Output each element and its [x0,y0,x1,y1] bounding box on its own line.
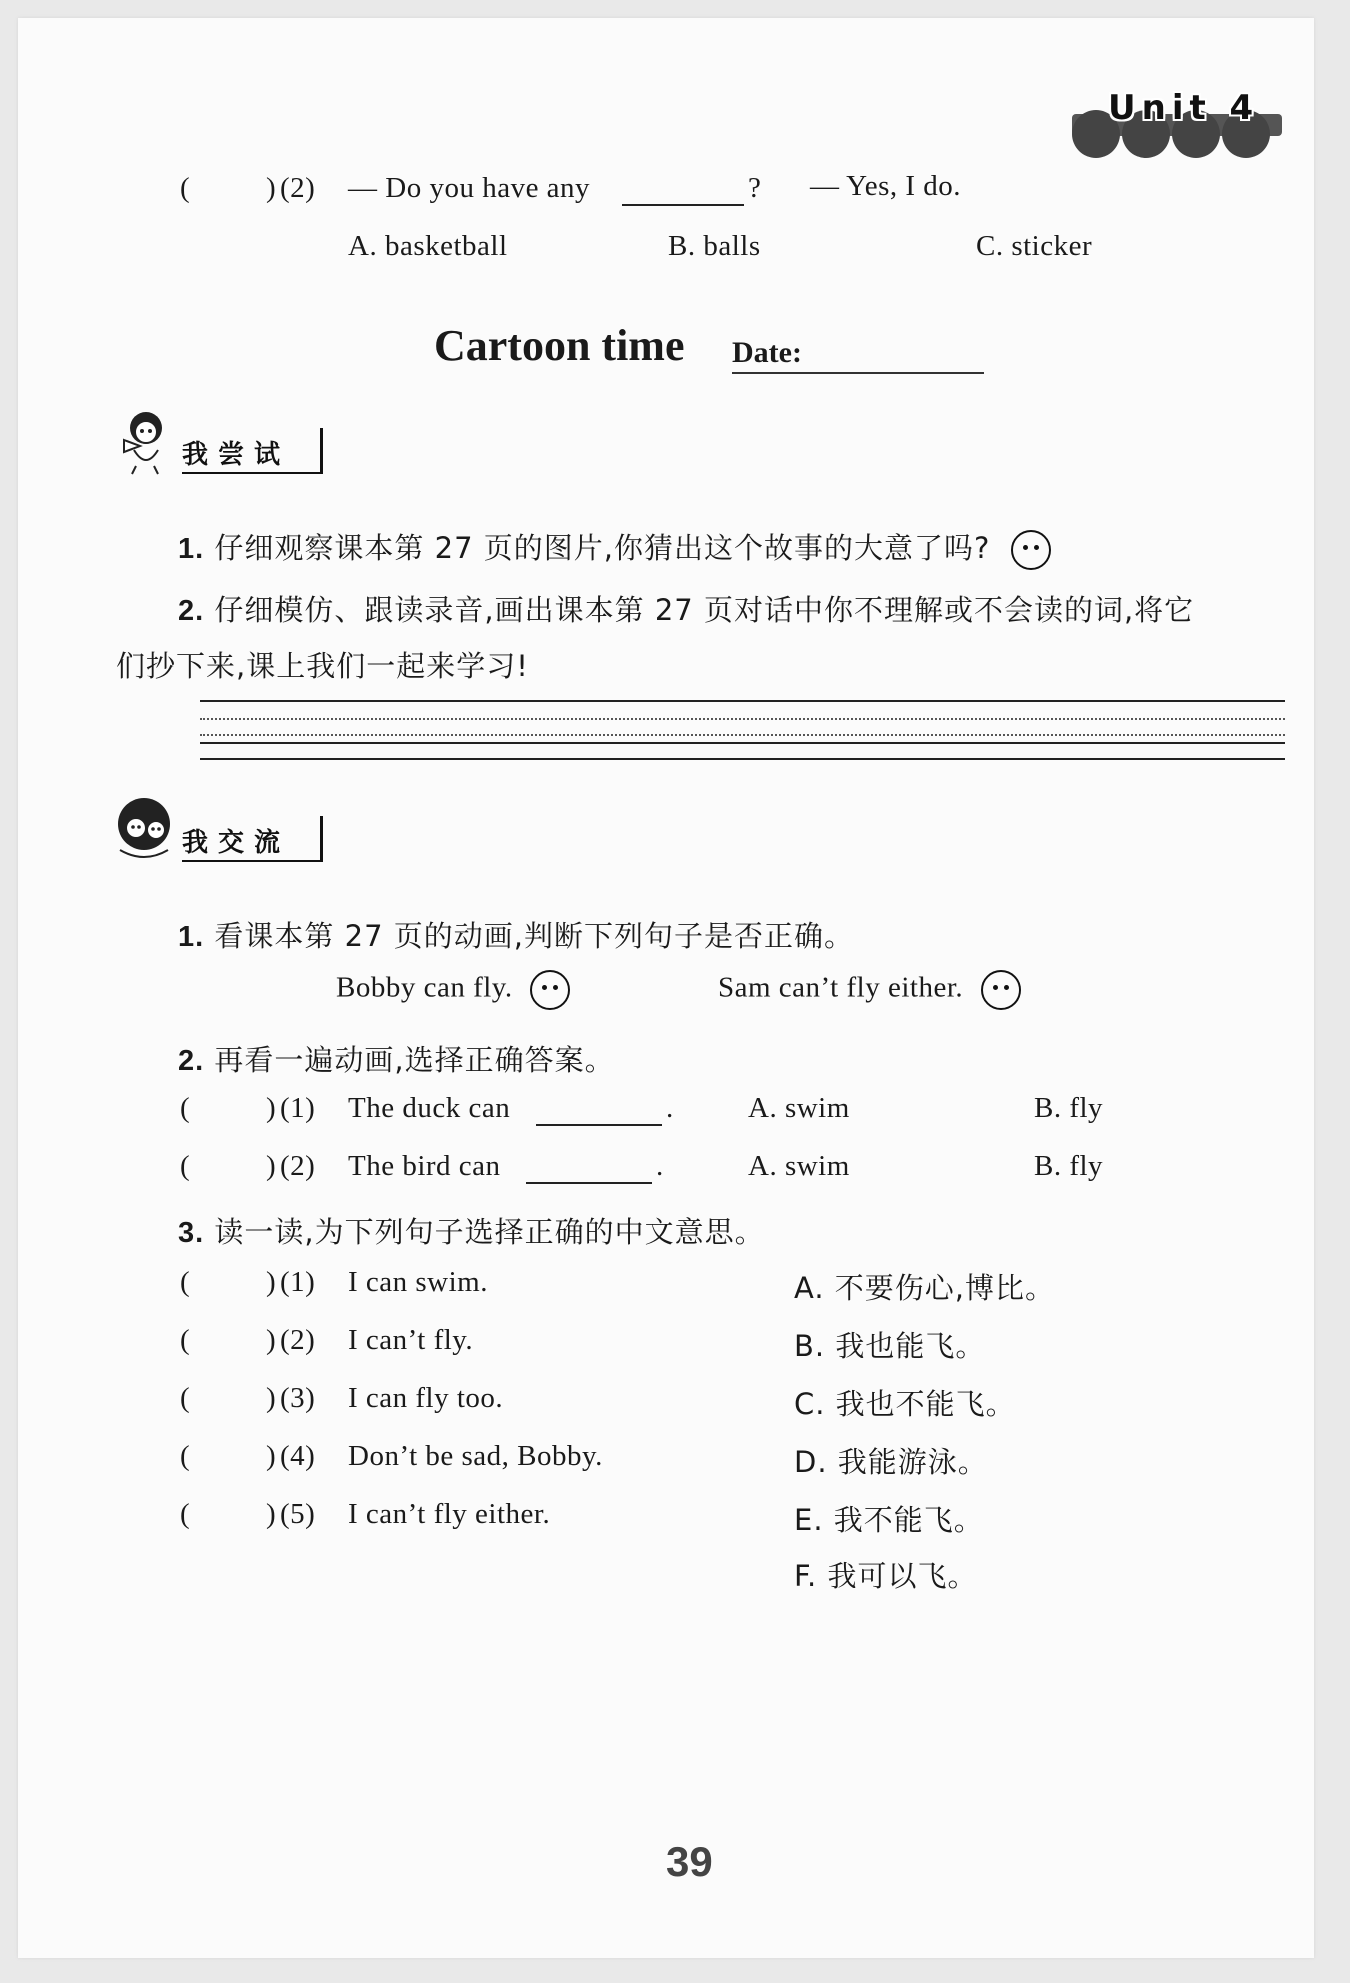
section-header-try [110,406,350,476]
header-divider [320,428,323,474]
section-label: 我交流 [182,828,291,858]
answer-paren-open: ( [180,1092,191,1124]
answer-paren-close: ) [266,1266,277,1298]
date-input-line[interactable] [732,372,984,374]
answer-paren-close: ) [266,1382,277,1414]
option-c: C. sticker [976,230,1093,262]
answer-paren-open: ( [180,1266,191,1298]
answer-paren-open: ( [180,1324,191,1356]
instruction-text-cont: 们抄下来,课上我们一起来学习! [116,649,529,683]
instruction-text: 读一读,为下列句子选择正确的中文意思。 [214,1215,765,1249]
girl-mascot-icon [110,406,176,476]
answer-paren-close: ) [266,1440,277,1472]
match-sentence: I can’t fly. [348,1324,474,1356]
answer-paren-close: ) [266,1092,277,1124]
option-b: B. fly [1034,1150,1104,1182]
kids-mascot-icon [110,794,176,864]
option-a: A. basketball [348,230,508,262]
option-a: A. swim [748,1150,850,1182]
header-underline [182,860,322,862]
answer-blank[interactable] [536,1100,662,1126]
question-number: (1) [280,1266,316,1298]
judge-sentence: Bobby can fly. [336,971,513,1004]
instruction-text: 仔细观察课本第 27 页的图片,你猜出这个故事的大意了吗? [214,531,991,565]
match-option: A. 不要伤心,博比。 [794,1271,1055,1305]
match-option: F. 我可以飞。 [794,1559,978,1593]
answer-paren-open: ( [180,1498,191,1530]
answer-text: — Yes, I do. [810,170,962,202]
match-sentence: I can’t fly either. [348,1498,551,1530]
match-sentence: I can fly too. [348,1382,504,1414]
page-number: 39 [666,1838,713,1885]
question-number: (2) [280,1324,316,1356]
option-a: A. swim [748,1092,850,1124]
answer-blank[interactable] [622,180,744,206]
period: . [666,1092,674,1124]
header-divider [320,816,323,862]
answer-blank[interactable] [526,1158,652,1184]
option-b: B. fly [1034,1092,1104,1124]
header-underline [182,472,322,474]
question-mark: ? [748,172,762,204]
section-title: Cartoon time [434,321,685,370]
question-text: The duck can [348,1092,511,1124]
judge-sentence: Sam can’t fly either. [718,971,964,1004]
option-b: B. balls [668,230,761,262]
question-number: (2) [280,172,316,204]
section-header-share [110,794,350,864]
match-option: E. 我不能飞。 [794,1503,984,1537]
writing-guide [200,734,1285,736]
answer-paren-close: ) [266,1498,277,1530]
answer-paren-close: ) [266,1324,277,1356]
writing-line[interactable] [200,700,1285,702]
writing-line[interactable] [200,742,1285,744]
unit-badge [1060,88,1280,148]
answer-paren-close: ) [266,172,277,204]
item-number: 1. [178,921,205,953]
question-number: (5) [280,1498,316,1530]
answer-paren-open: ( [180,1440,191,1472]
match-option: D. 我能游泳。 [794,1445,988,1479]
match-sentence: I can swim. [348,1266,488,1298]
writing-line[interactable] [200,758,1285,760]
match-option: C. 我也不能飞。 [794,1387,1016,1421]
period: . [656,1150,664,1182]
answer-paren-close: ) [266,1150,277,1182]
smiley-icon[interactable] [530,970,570,1010]
smiley-icon[interactable] [981,970,1021,1010]
item-number: 1. [178,533,205,565]
answer-paren-open: ( [180,1150,191,1182]
question-text: The bird can [348,1150,501,1182]
answer-paren-open: ( [180,172,191,204]
unit-label: Unit 4 [1108,88,1260,128]
item-number: 2. [178,1045,205,1077]
item-number: 3. [178,1217,205,1249]
answer-paren-open: ( [180,1382,191,1414]
question-number: (1) [280,1092,316,1124]
question-text: — Do you have any [348,172,591,204]
workbook-page [18,18,1314,1958]
question-number: (2) [280,1150,316,1182]
instruction-text: 仔细模仿、跟读录音,画出课本第 27 页对话中你不理解或不会读的词,将它 [214,593,1195,627]
match-sentence: Don’t be sad, Bobby. [348,1440,603,1472]
match-option: B. 我也能飞。 [794,1329,986,1363]
date-label: Date: [732,336,802,369]
instruction-text: 再看一遍动画,选择正确答案。 [214,1043,615,1077]
item-number: 2. [178,595,205,627]
question-number: (4) [280,1440,316,1472]
section-label: 我尝试 [182,440,291,470]
writing-guide [200,718,1285,720]
smiley-icon[interactable] [1011,530,1051,570]
instruction-text: 看课本第 27 页的动画,判断下列句子是否正确。 [214,919,854,953]
question-number: (3) [280,1382,316,1414]
